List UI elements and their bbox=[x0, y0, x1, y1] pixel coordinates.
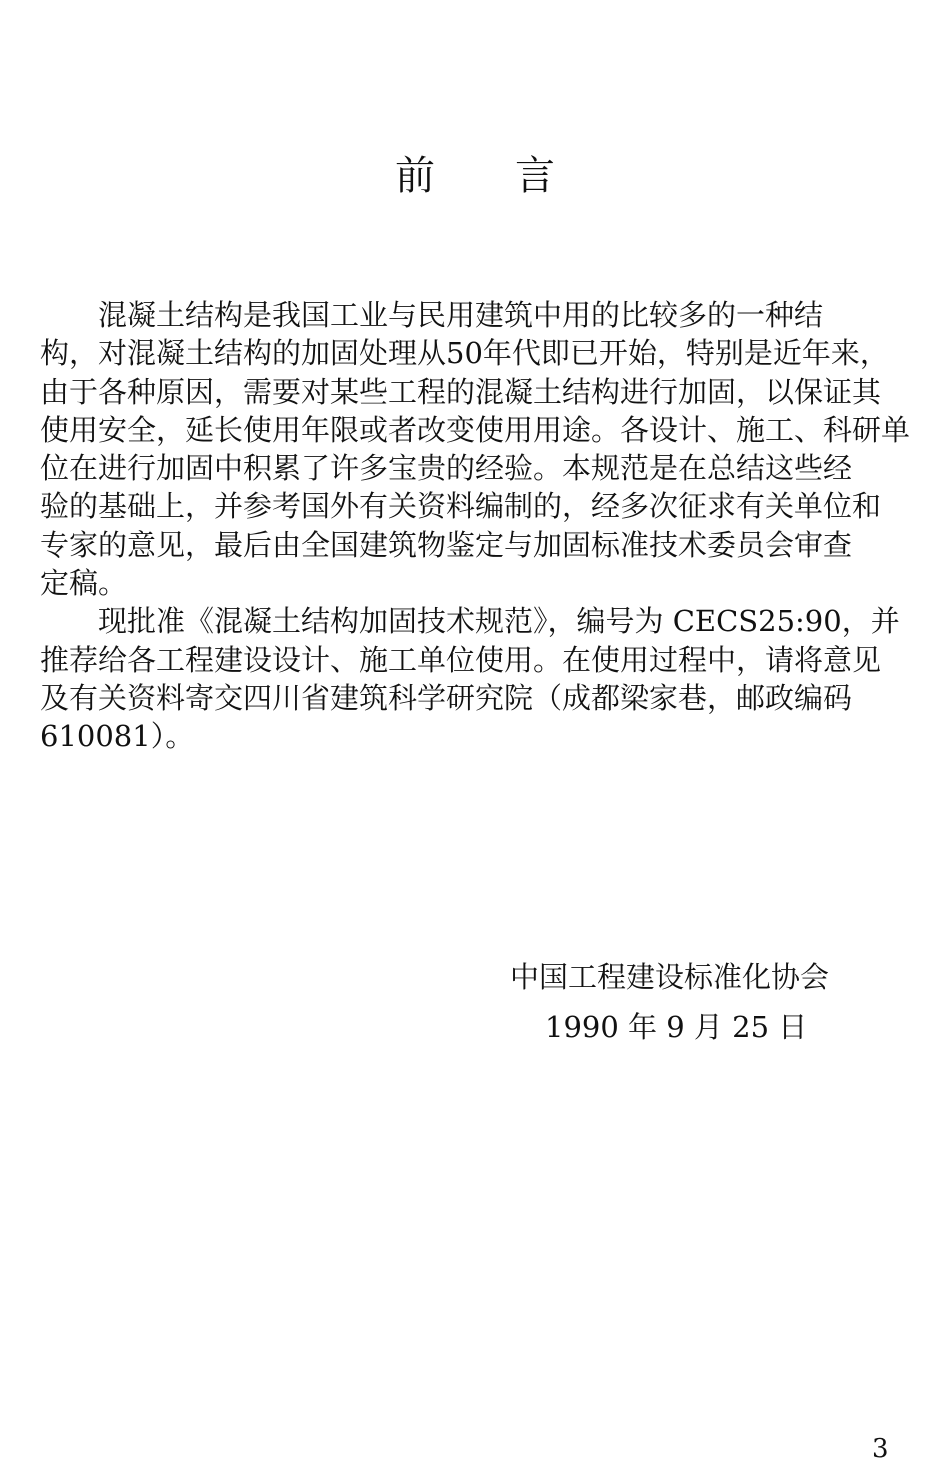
paragraph-1-line-8: 定稿。 bbox=[40, 566, 128, 601]
paragraph-1-line-2: 构，对混凝土结构的加固处理从50年代即已开始，特别是近年来， bbox=[40, 336, 889, 371]
paragraph-1-line-5: 位在进行加固中积累了许多宝贵的经验。本规范是在总结这些经 bbox=[40, 451, 853, 486]
paragraph-2-line-3: 及有关资料寄交四川省建筑科学研究院（成都梁家巷，邮政编码 bbox=[40, 680, 853, 715]
paragraph-1-line-6: 验的基础上，并参考国外有关资料编制的，经多次征求有关单位和 bbox=[40, 489, 882, 524]
signature-date: 1990 年 9 月 25 日 bbox=[545, 1010, 808, 1044]
page-title bbox=[0, 150, 950, 202]
preface-body bbox=[40, 296, 915, 756]
signature-organization: 中国工程建设标准化协会 bbox=[510, 960, 830, 994]
page-title-char-1: 前 bbox=[395, 153, 435, 199]
paragraph-1-line-4: 使用安全，延长使用年限或者改变使用用途。各设计、施工、科研单 bbox=[40, 412, 911, 447]
paragraph-1-line-1: 混凝土结构是我国工业与民用建筑中用的比较多的一种结 bbox=[98, 298, 824, 332]
page-title-char-2: 言 bbox=[515, 153, 555, 199]
paragraph-2-line-2: 推荐给各工程建设设计、施工单位使用。在使用过程中，请将意见 bbox=[40, 642, 882, 677]
paragraph-1-line-7: 专家的意见，最后由全国建筑物鉴定与加固标准技术委员会审查 bbox=[40, 527, 853, 562]
page-number: 3 bbox=[872, 1434, 889, 1464]
paragraph-2-line-1: 现批准《混凝土结构加固技术规范》，编号为 CECS25:90，并 bbox=[98, 604, 900, 639]
paragraph-2-line-4: 610081）。 bbox=[40, 719, 195, 754]
paragraph-1-line-3: 由于各种原因，需要对某些工程的混凝土结构进行加固，以保证其 bbox=[40, 374, 882, 409]
